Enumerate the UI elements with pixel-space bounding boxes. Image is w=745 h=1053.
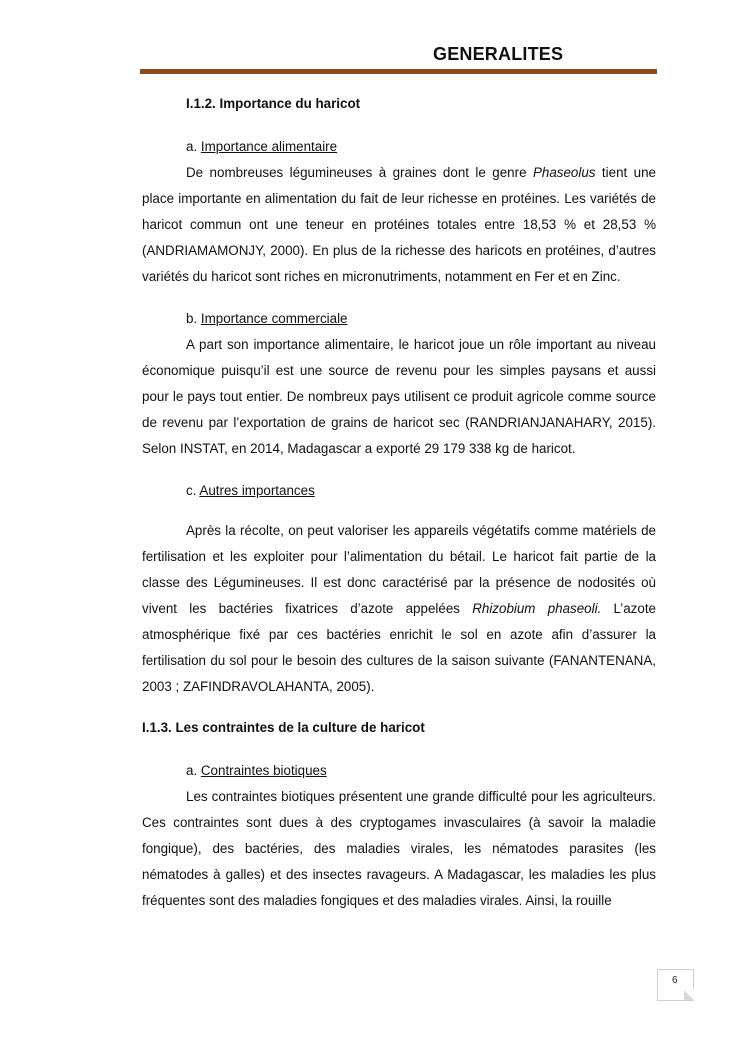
page-header-title: GENERALITES bbox=[433, 44, 564, 64]
section-heading-1-1-2: I.1.2. Importance du haricot bbox=[186, 96, 361, 111]
paragraph-importance-alimentaire bbox=[142, 160, 656, 290]
paragraph-text: Après la récolte, on peut valoriser les appareils végétatifs comme matériels de fertilisation et les exploiter pour l’alimentation du bétail. Le haricot fait partie de la classe des Légumineuses. Il est donc caractérisé par la présence de nodosités où vivent les bactéries fixatrices d’azote appelées bbox=[142, 523, 656, 616]
paragraph-text: tient une place importante en alimentation du fait de leur richesse en protéines. Les variétés de haricot commun ont une teneur en protéines totales entre 18,53 % et 28,53 % (ANDRIAMAMONJY, 2000). En plus de la richesse des haricots en protéines, d’autres variétés du haricot sont riches en micronutriments, notamment en Fer et en Zinc. bbox=[142, 165, 657, 284]
paragraph-text: De nombreuses légumineuses à graines dont le genre bbox=[186, 165, 533, 180]
subsection-label-text: Importance alimentaire bbox=[200, 139, 338, 154]
species-name: Rhizobium phaseoli. bbox=[472, 601, 602, 616]
paragraph-autres-importances bbox=[142, 518, 656, 700]
page-number: 6 bbox=[672, 975, 678, 986]
subsection-label-prefix: a. bbox=[186, 139, 201, 154]
spacer bbox=[142, 504, 656, 518]
page-body bbox=[142, 92, 656, 930]
page-curl-icon bbox=[684, 990, 694, 1000]
header-rule bbox=[140, 69, 657, 74]
subsection-label-prefix: c. bbox=[186, 483, 200, 498]
subsection-label-text: Autres importances bbox=[199, 483, 315, 498]
page-number-box bbox=[657, 969, 694, 1001]
subsection-label-a bbox=[186, 134, 656, 159]
subsection-label-b bbox=[186, 306, 656, 331]
paragraph-contraintes-biotiques: Les contraintes biotiques présentent une grande difficulté pour les agriculteurs. Ces contraintes sont dues à des cryptogames invasculaires (à savoir la maladie fongique), des bactéries, des maladies virales, les nématodes parasites (les nématodes à galles) et des insectes ravageurs. A Madagascar, les maladies les plus fréquentes sont des maladies fongiques et des maladies virales. Ainsi, la rouille bbox=[142, 789, 656, 908]
subsection-label-c bbox=[186, 478, 656, 503]
genus-name: Phaseolus bbox=[532, 165, 596, 180]
page-number-box-edge bbox=[693, 969, 694, 989]
subsection-label-text: Contraintes biotiques bbox=[200, 763, 327, 778]
subsection-label-prefix: a. bbox=[186, 763, 201, 778]
subsection-label-prefix: b. bbox=[186, 311, 201, 326]
section-heading-1-1-3: I.1.3. Les contraintes de la culture de haricot bbox=[142, 720, 425, 735]
subsection-label-a-contraintes bbox=[186, 758, 656, 783]
paragraph-text: L’azote atmosphérique fixé par ces bactéries enrichit le sol en azote afin d’assurer la fertilisation du sol pour le besoin des cultures de la saison suivante (FANANTENANA, 2003 ; ZAFINDRAVOLAHANTA, 2005). bbox=[142, 601, 656, 694]
paragraph-importance-commerciale: A part son importance alimentaire, le haricot joue un rôle important au niveau économique puisqu’il est une source de revenu pour les simples paysans et aussi pour le pays tout entier. De nombreux pays utilisent ce produit agricole comme source de revenu par l’exportation de grains de haricot sec (RANDRIANJANAHARY, 2015). Selon INSTAT, en 2014, Madagascar a exporté 29 179 338 kg de haricot. bbox=[142, 337, 656, 456]
subsection-label-text: Importance commerciale bbox=[200, 311, 348, 326]
